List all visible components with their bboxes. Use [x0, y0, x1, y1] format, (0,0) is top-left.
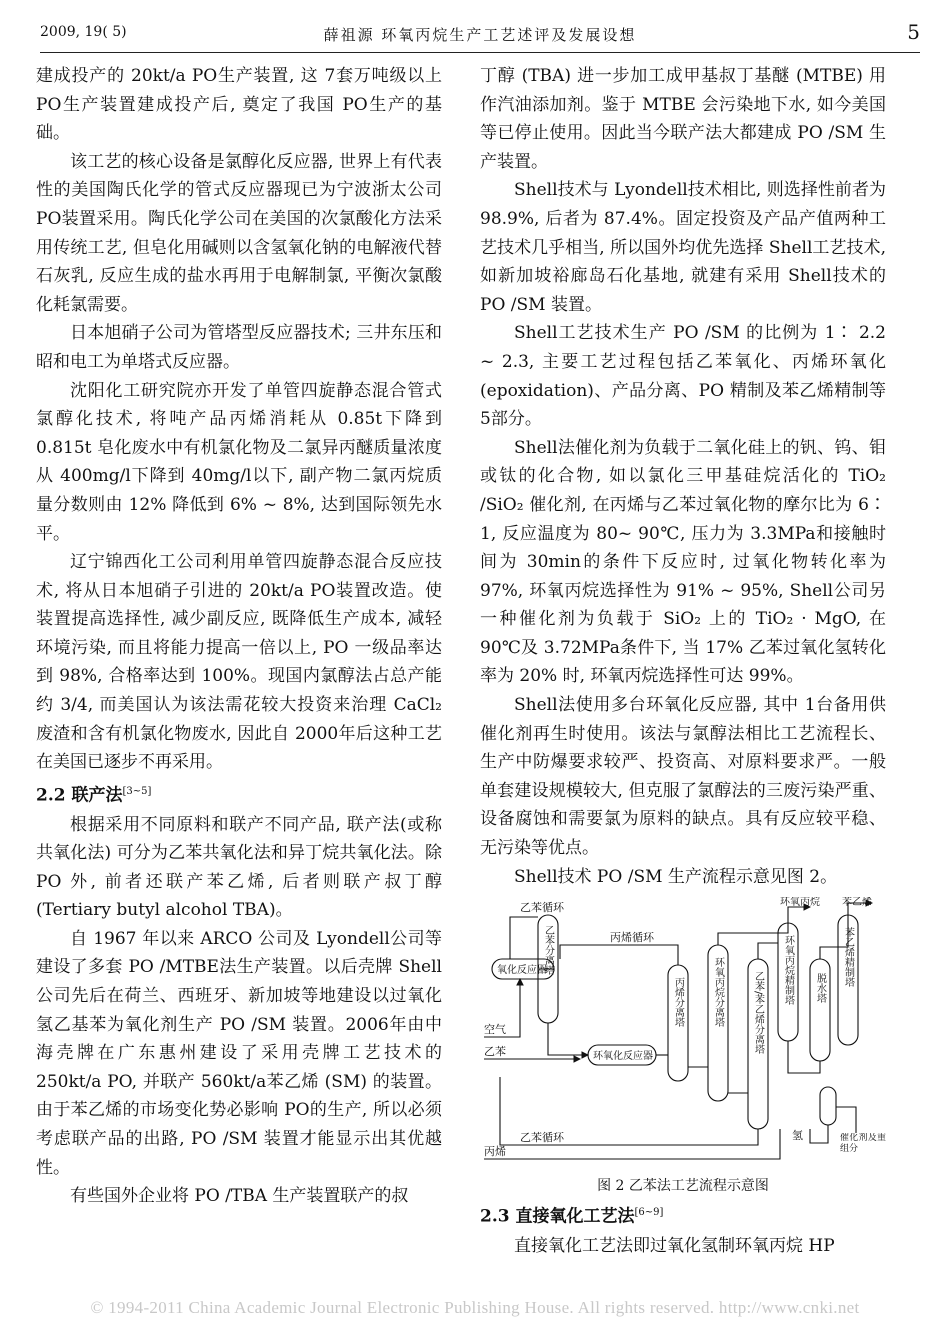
- figure-caption: 图 2 乙苯法工艺流程示意图: [597, 1178, 769, 1195]
- label-product-sm: 苯乙烯: [842, 897, 872, 909]
- paragraph: 日本旭硝子公司为管塔型反应器技术; 三井东压和昭和电工为单塔式反应器。: [36, 323, 442, 372]
- right-column: [480, 62, 886, 1260]
- label-eb-sm-sep: 乙苯/苯乙烯分离塔: [752, 971, 764, 1055]
- paragraph: 辽宁锦西化工公司利用单管四旋静态混合反应技术, 将从日本旭硝子引进的 20kt/a PO装置改造。使装置提高选择性, 减少副反应, 既降低生产成本, 减轻环境污染, 而且将能力提高一倍以上, PO 一级品率达到 98%, 合格率达到 100%。现国内氯醇法占总产能约 3/4, 而美国认为该法需花较大投资来治理 CaCl₂ 废渣和含有机氯化物废水, 因此自 2000年后这种工艺在美国已逐步不再采用。: [36, 552, 442, 773]
- label-eb-sep-tower: 乙苯分离塔: [542, 925, 554, 976]
- label-catalyst-heavy: 催化剂及重组分: [840, 1133, 886, 1155]
- citation-ref: [6~9]: [634, 1207, 664, 1219]
- paragraph: 该工艺的核心设备是氯醇化反应器, 世界上有代表性的美国陶氏化学的管式反应器现已为宁波浙太公司 PO装置采用。陶氏化学公司在美国的次氯酸化方法采用传统工艺, 但皂化用碱则以含氢氧化钠的电解液代替石灰乳, 反应生成的盐水再用于电解制氯, 平衡次氯酸化耗氯需要。: [36, 151, 442, 315]
- hydrogen-line: [810, 1125, 828, 1143]
- running-title: 薛祖源 环氧丙烷生产工艺述评及发展设想: [323, 26, 637, 44]
- catalyst-vessel-shape: [820, 1087, 836, 1125]
- propylene-recycle-line: [560, 945, 678, 965]
- running-header: [40, 18, 920, 53]
- paragraph: 直接氧化工艺法即过氧化氢制环氧丙烷 HP: [514, 1235, 835, 1256]
- paragraph: Shell技术与 Lyondell技术相比, 则选择性前者为 98.9%, 后者为 87.4%。固定投资及产品产值两种工艺技术几乎相当, 所以国外均优先选择 Shell工艺技术, 如新加坡裕廊岛石化基地, 就建有采用 Shell技术的 PO /SM 装置。: [480, 180, 886, 315]
- paragraph: 根据采用不同原料和联产不同产品, 联产法(或称共氧化法) 可分为乙苯共氧化法和异丁烷共氧化法。除 PO 外, 前者还联产苯乙烯, 后者则联产叔丁醇 (Tertiary butyl alcohol TBA)。: [36, 814, 442, 921]
- section-heading-text: 2.2 联产法: [36, 785, 123, 806]
- label-epox-reactor: 环氧化反应器: [593, 1051, 653, 1063]
- label-air: 空气: [484, 1023, 506, 1037]
- label-eb-recycle-bottom: 乙苯循环: [520, 1131, 564, 1145]
- label-po-sep: 环氧丙烷分离塔: [712, 957, 724, 1028]
- label-hydrogen: 氢: [792, 1129, 803, 1143]
- ebsm-to-refine-line: [758, 943, 778, 959]
- paragraph: Shell工艺技术生产 PO /SM 的比例为 1∶ 2.2 ~ 2.3, 主要工艺过程包括乙苯氧化、丙烯环氧化 (epoxidation)、产品分离、PO 精制及苯乙烯精制等 5部分。: [480, 323, 886, 430]
- paragraph: 自 1967 年以来 ARCO 公司及 Lyondell公司等建设了多套 PO /MTBE法生产装置。以后壳牌 Shell公司先后在荷兰、西班牙、新加坡等地建设以过氧化氢乙基苯为氧化剂生产 PO /SM 装置。2006年由中海壳牌在广东惠州建设了采用壳牌工艺技术的 250kt/a PO, 并联产 560kt/a苯乙烯 (SM) 的装置。由于苯乙烯的市场变化势必影响 PO的生产, 所以必须考虑联产品的出路, PO /SM 装置才能显示出其优越性。: [36, 928, 442, 1178]
- label-eb-recycle-top: 乙苯循环: [520, 901, 564, 915]
- label-po-refine: 环氧丙烷精制塔: [782, 935, 794, 1006]
- catalyst-out-line: [836, 1107, 856, 1133]
- section-heading: [36, 777, 442, 811]
- page-number: 5: [907, 20, 920, 44]
- refine-to-dehydration-line: [788, 1041, 820, 1073]
- paragraph: Shell法使用多台环氧化反应器, 其中 1台备用供催化剂再生时使用。该法与氯醇法相比工艺流程长、生产中防爆要求较严、投资高、对原料要求严。一般单套建设规模较大, 但克服了氯醇法的三废污染严重、设备腐蚀和需要氯为原料的缺点。具有反应较平稳、无污染等优点。: [480, 695, 886, 859]
- label-oxidation-reactor: 氧化反应器: [497, 965, 547, 977]
- paragraph: Shell法催化剂为负载于二氧化硅上的钒、钨、钼或钛的化合物, 如以氯化三甲基硅烷活化的 TiO₂ /SiO₂ 催化剂, 在丙烯与乙苯过氧化物的摩尔比为 6∶ 1, 反应温度为 80~ 90℃, 压力为 3.3MPa和接触时间为 30min的条件下反应时, 过氧化物转化率为 97%, 环氧丙烷选择性为 91% ~ 95%, Shell公司另一种催化剂为负载于 SiO₂ 上的 TiO₂ · MgO, 在 90℃及 3.72MPa条件下, 当 17% 乙苯过氧化氢转化率为 20% 时, 环氧丙烷选择性可达 99%。: [480, 437, 886, 687]
- label-sm-refine: 苯乙烯精制塔: [842, 927, 854, 988]
- label-dehydration: 脱水塔: [814, 973, 826, 1004]
- paragraph: Shell技术 PO /SM 生产流程示意见图 2。: [514, 866, 838, 887]
- left-column: [36, 62, 442, 1211]
- section-heading-text: 2.3 直接氧化工艺法: [480, 1206, 635, 1227]
- journal-volume: 2009, 19( 5): [40, 24, 127, 40]
- process-flow-diagram: [480, 897, 886, 1172]
- flow-diagram-svg: [480, 897, 886, 1172]
- label-propylene-recycle: 丙烯循环: [610, 931, 654, 945]
- paragraph: 建成投产的 20kt/a PO生产装置, 这 7套万吨级以上 PO生产装置建成投产后, 奠定了我国 PO生产的基础。: [36, 66, 442, 144]
- label-ethylbenzene: 乙苯: [484, 1045, 506, 1059]
- copyright-footer: © 1994-2011 China Academic Journal Electronic Publishing House. All rights reserved. http://www.cnki.net: [90, 1298, 860, 1317]
- section-heading: [480, 1198, 886, 1232]
- label-propylene-sep: 丙烯分离塔: [672, 977, 684, 1028]
- label-product-po: 环氧丙烷: [780, 897, 820, 909]
- paragraph: 沈阳化工研究院亦开发了单管四旋静态混合管式氯醇化技术, 将吨产品丙烯消耗从 0.85t下降到 0.815t 皂化废水中有机氯化物及二氯异丙醚质量浓度从 400mg/l下降到 40mg/l以下, 副产物二氯丙烷质量分数则由 12% 降低到 6% ~ 8%, 达到国际领先水平。: [36, 380, 442, 544]
- paragraph: 丁醇 (TBA) 进一步加工成甲基叔丁基醚 (MTBE) 用作汽油添加剂。鉴于 MTBE 会污染地下水, 如今美国等已停止使用。因此当今联产法大都建成 PO /SM 生产装置。: [480, 66, 886, 172]
- tower-to-epox-line: [548, 1023, 588, 1055]
- paragraph: 有些国外企业将 PO /TBA 生产装置联产的叔: [70, 1186, 409, 1207]
- po-product-line: [788, 907, 810, 923]
- label-propylene: 丙烯: [484, 1145, 506, 1159]
- citation-ref: [3~5]: [122, 785, 152, 797]
- eb-recycle-top-line: [510, 917, 538, 959]
